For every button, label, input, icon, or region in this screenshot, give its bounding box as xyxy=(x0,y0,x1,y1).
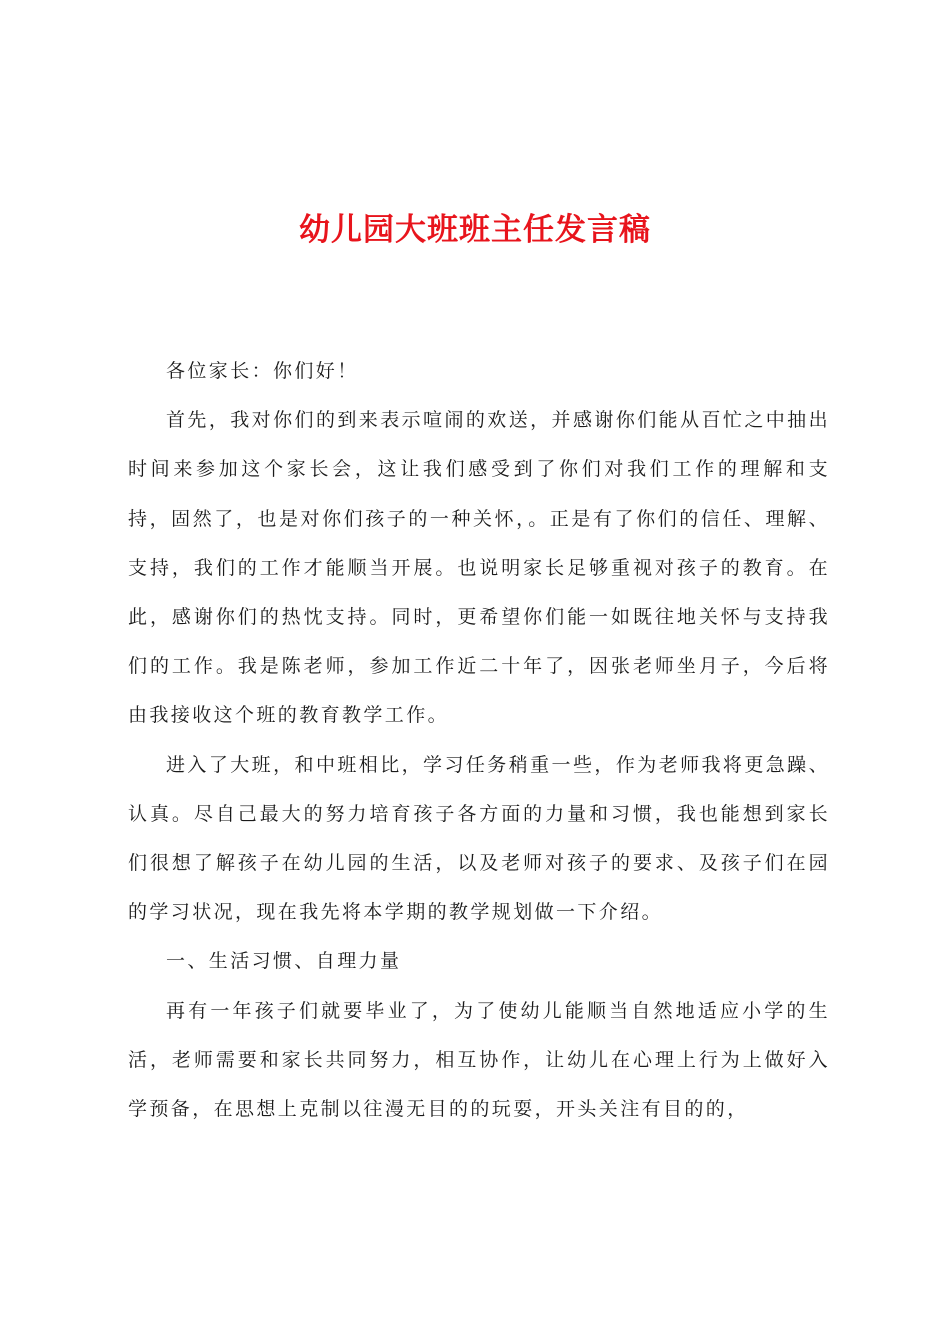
document-body xyxy=(128,347,830,1134)
greeting-paragraph: 各位家长：你们好！ xyxy=(166,360,359,382)
plan-paragraph: 进入了大班，和中班相比，学习任务稍重一些，作为老师我将更急躁、认真。尽自己最大的努力培育孩子各方面的力量和习惯，我也能想到家长们很想了解孩子在幼儿园的生活，以及老师对孩子的要求、及孩子们在园的学习状况，现在我先将本学期的教学规划做一下介绍。 xyxy=(128,753,830,924)
section-heading-habits: 一、生活习惯、自理力量 xyxy=(166,950,402,973)
intro-paragraph: 首先，我对你们的到来表示喧闹的欢送，并感谢你们能从百忙之中抽出时间来参加这个家长会，这让我们感受到了你们对我们工作的理解和支持，固然了，也是对你们孩子的一种关怀，。正是有了你们的信任、理解、支持，我们的工作才能顺当开展。也说明家长足够重视对孩子的教育。在此，感谢你们的热忱支持。同时，更希望你们能一如既往地关怀与支持我们的工作。我是陈老师，参加工作近二十年了，因张老师坐月子，今后将由我接收这个班的教育教学工作。 xyxy=(128,409,830,727)
document-title: 幼儿园大班班主任发言稿 xyxy=(299,212,651,248)
habits-paragraph: 再有一年孩子们就要毕业了，为了使幼儿能顺当自然地适应小学的生活，老师需要和家长共同努力，相互协作，让幼儿在心理上行为上做好入学预备，在思想上克制以往漫无目的的玩耍，开头关注有目的的， xyxy=(128,999,830,1121)
